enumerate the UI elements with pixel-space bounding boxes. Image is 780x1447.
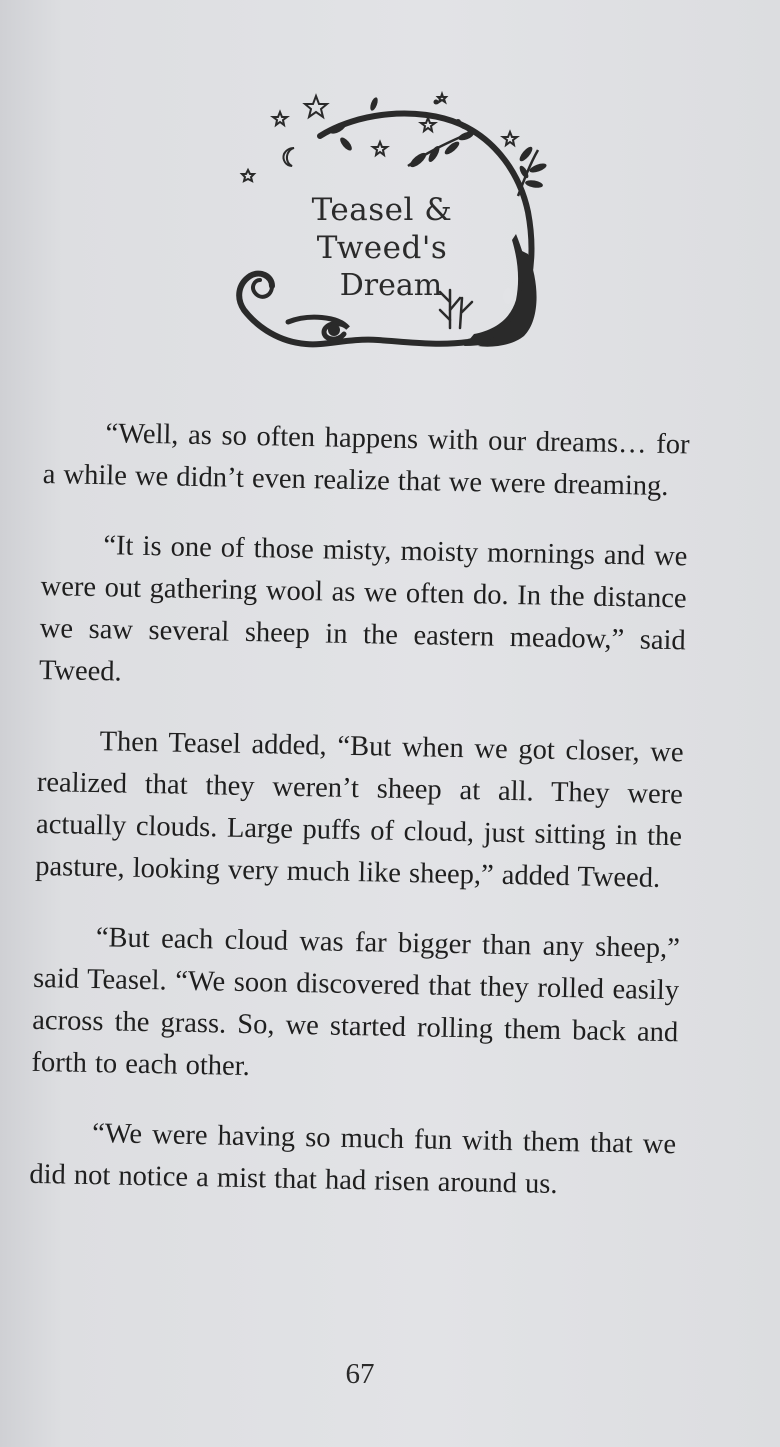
story-text (28, 412, 689, 1236)
star-icons (242, 94, 517, 181)
paragraph: “But each cloud was far bigger than any sheep,” said Teasel. “We soon discovered that they rolled easily across the grass. So, we started rolling them back and forth to each other. (31, 922, 681, 1083)
paragraph: “We were having so much fun with them that we did not notice a mist that had risen around us. (29, 1118, 677, 1200)
paragraph: “It is one of those misty, moisty mornings and we were out gathering wool as we often do. In the distance we saw several sheep in the eastern meadow,” said Tweed. (38, 530, 688, 688)
page-number: 67 (345, 1358, 375, 1390)
chapter-title-line2: Dream (339, 267, 443, 303)
chapter-title-line1: Teasel & Tweed's (311, 192, 453, 266)
paragraph: Then Teasel added, “But when we got closer, we realized that they weren’t sheep at all. They were actually clouds. Large puffs of cloud, just sitting in the pasture, looking very much like sheep,” added Tweed. (34, 726, 684, 894)
paragraph: “Well, as so often happens with our dreams… for a while we didn’t even realize that we were dreaming. (42, 418, 690, 502)
chapter-title (252, 192, 512, 304)
moon-icon (283, 148, 294, 166)
